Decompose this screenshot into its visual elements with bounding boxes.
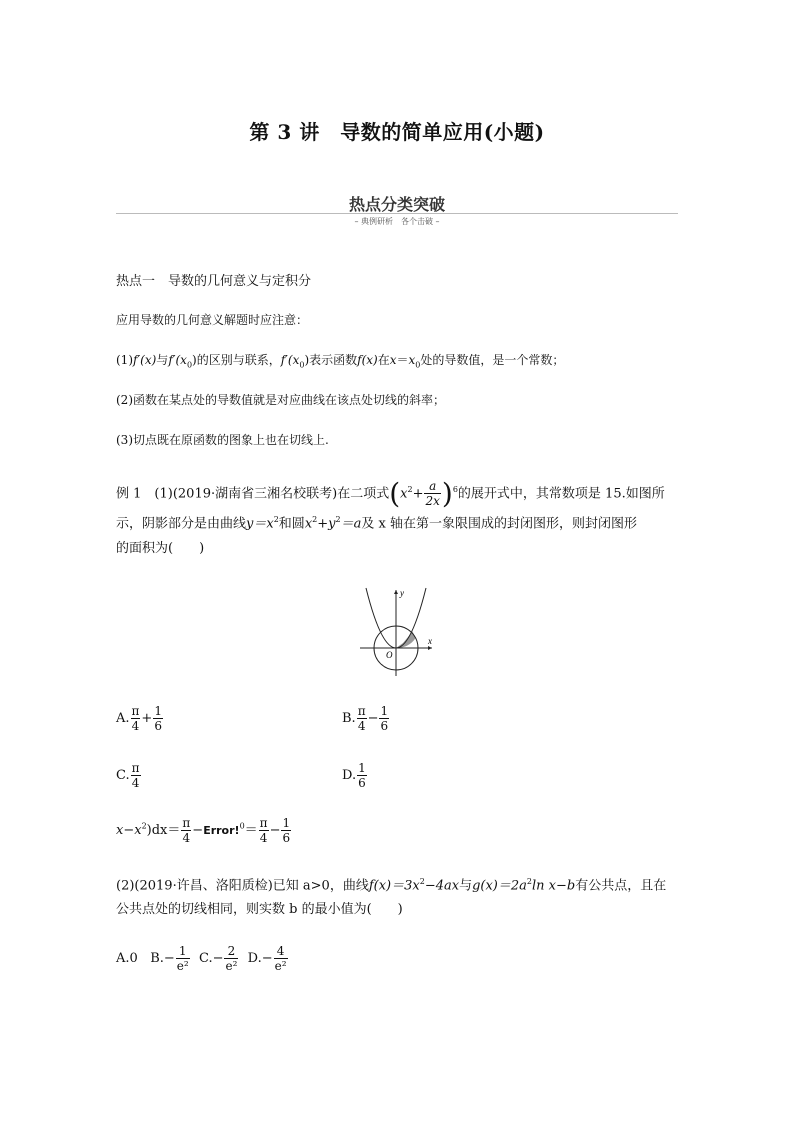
note-1: (1)f′(x)与$f'(x_0)$的区别与联系，$f'(x_0)$表示函数f(x)在$x=x_0$处的导数值，是一个常数； <box>116 353 565 370</box>
x-axis-arrow-icon <box>428 646 432 650</box>
region-figure <box>356 586 436 678</box>
section-divider <box>116 213 678 214</box>
origin-label: O <box>386 650 393 660</box>
hotspot-heading: 热点一 导数的几何意义与定积分 <box>116 274 312 289</box>
page-title: 第 3 讲 导数的简单应用(小题) <box>249 120 545 144</box>
option-2b[interactable]: B.− $\frac{1}{\text{e²}}$ <box>150 944 189 973</box>
option-a[interactable]: A. $\frac{\pi}{4}$ + $\frac{1}{6}$ <box>116 704 162 733</box>
option-c[interactable]: C. $\frac{\pi}{4}$ <box>116 761 140 790</box>
x-axis-label: x <box>428 636 432 646</box>
example-2-text: (2)(2019·许昌、洛阳质检)已知 a>0，曲线$f(x)=3x^2-4ax$与$g(x)=2a^2\ln$ x−b有公共点，且在 公共点处的切线相同，则实数 b 的最小值为( ) <box>116 877 667 918</box>
option-d[interactable]: D. $\frac{1}{6}$ <box>342 761 366 790</box>
note-2: (2)函数在某点处的导数值就是对应曲线在该点处切线的斜率； <box>116 393 446 407</box>
example-1-text: 例 1 (1)(2019·湖南省三湘名校联考)在二项式($x^2+$ $\frac{a}{2x}$ )$^6$的展开式中，其常数项是 15.如图所 示，阴影部分是由曲线$y=x^2$和圆$x^2+y^2=a$及 x 轴在第一象限围成的封闭图形，则封闭图形 的面积为( ) <box>116 476 665 556</box>
note-intro: 应用导数的几何意义解题时应注意： <box>116 313 309 327</box>
option-b[interactable]: B. $\frac{\pi}{4}$ − $\frac{1}{6}$ <box>342 704 389 733</box>
section-subtitle: – 典例研析 各个击破 – <box>354 217 440 226</box>
solution-line: $x-x^2)dx=$ $\frac{\pi}{4}$ −Error!$^0$＝ $\frac{\pi}{4}$ − $\frac{1}{6}$ <box>116 816 291 845</box>
option-2c[interactable]: C.− $\frac{2}{\text{e²}}$ <box>198 944 238 973</box>
section-title: 热点分类突破 <box>348 195 445 214</box>
y-axis-label: y <box>400 588 404 598</box>
option-2a[interactable]: A.0 <box>116 951 138 966</box>
example-2-options <box>116 944 289 973</box>
note-3: (3)切点既在原函数的图象上也在切线上. <box>116 433 329 447</box>
y-axis-arrow-icon <box>394 590 398 594</box>
option-2d[interactable]: D.− $\frac{4}{\text{e²}}$ <box>247 944 287 973</box>
